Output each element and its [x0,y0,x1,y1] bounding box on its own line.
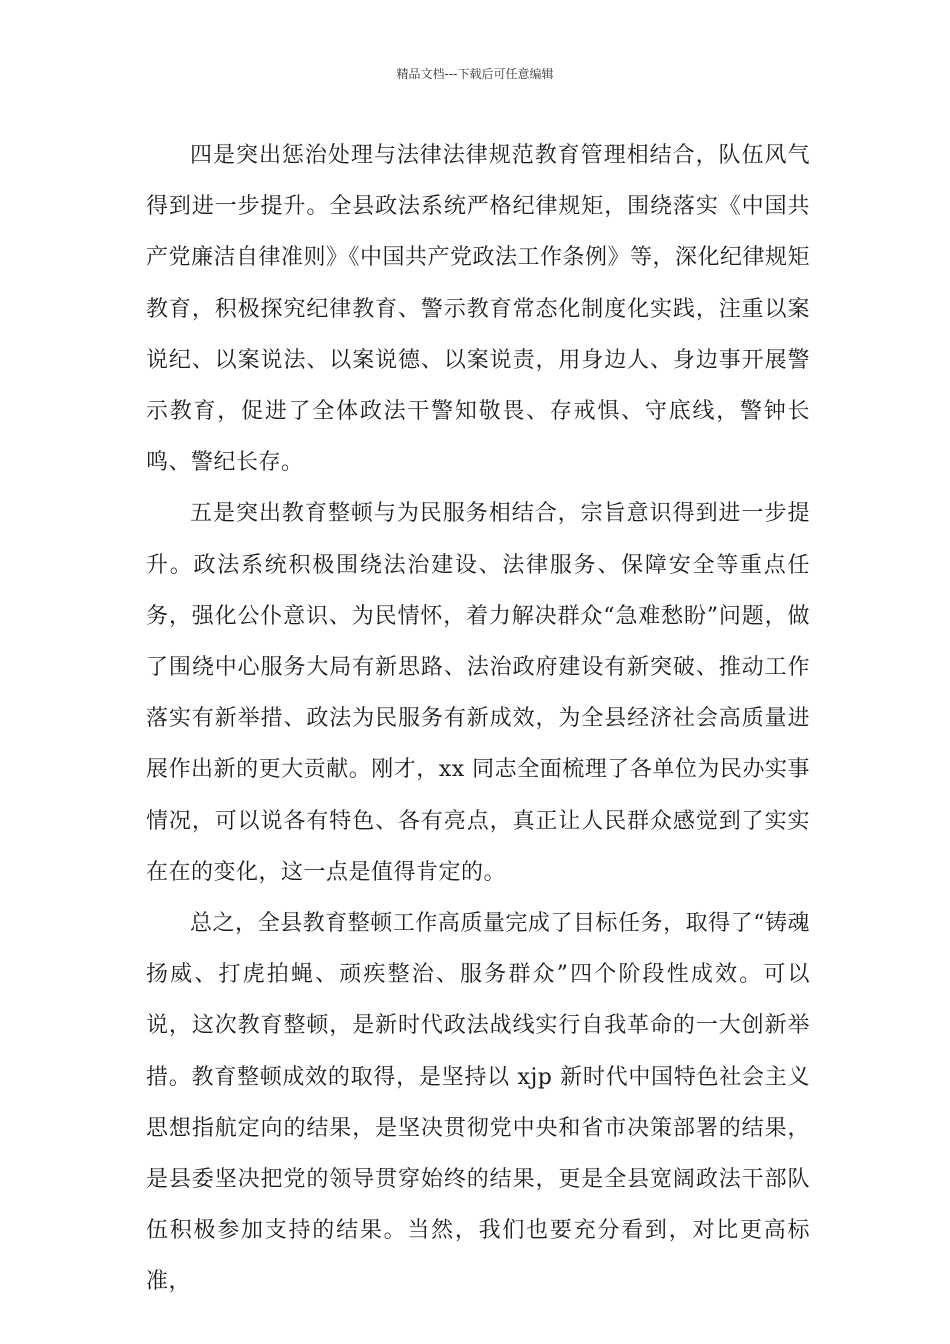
document-body [146,130,810,1308]
paragraph-people-service: 五是突出教育整顿与为民服务相结合，宗旨意识得到进一步提升。政法系统积极围绕法治建设、法律服务、保障安全等重点任务，强化公仆意识、为民情怀，着力解决群众“急难愁盼”问题，做了围绕中心服务大局有新思路、法治政府建设有新突破、推动工作落实有新举措、政法为民服务有新成效，为全县经济社会高质量进展作出新的更大贡献。刚才，xx 同志全面梳理了各单位为民办实事情况，可以说各有特色、各有亮点，真正让人民群众感觉到了实实在在的变化，这一点是值得肯定的。 [146,501,810,885]
page-header: 精品文档---下载后可任意编辑 [396,67,554,81]
paragraph-discipline-education: 四是突出惩治处理与法律法律规范教育管理相结合，队伍风气得到进一步提升。全县政法系统严格纪律规矩，围绕落实《中国共产党廉洁自律准则》《中国共产党政法工作条例》等，深化纪律规矩教育，积极探究纪律教育、警示教育常态化制度化实践，注重以案说纪、以案说法、以案说德、以案说责，用身边人、身边事开展警示教育，促进了全体政法干警知敬畏、存戒惧、守底线，警钟长鸣、警纪长存。 [146,143,811,476]
paragraph-summary: 总之，全县教育整顿工作高质量完成了目标任务，取得了“铸魂扬威、打虎拍蝇、顽疾整治、服务群众”四个阶段性成效。可以说，这次教育整顿，是新时代政法战线实行自我革命的一大创新举措。教育整顿成效的取得，是坚持以 xjp 新时代中国特色社会主义思想指航定向的结果，是坚决贯彻党中央和省市决策部署的结果，是县委坚决把党的领导贯穿始终的结果，更是全县宽阔政法干部队伍积极参加支持的结果。当然，我们也要充分看到，对比更高标准， [146,911,810,1295]
